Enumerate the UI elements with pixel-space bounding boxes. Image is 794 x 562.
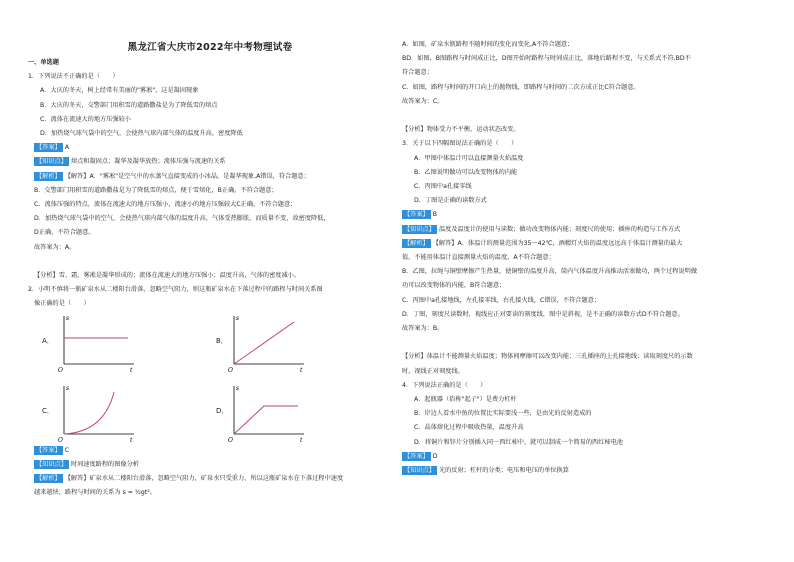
section-heading: 一、单选题 [28,59,59,66]
q1-explanation-5: 故答案为：A。 [34,243,76,251]
q2-stem-0: 2．小明不慎将一瓶矿泉水从二楼阳台滑落，忽略空气阻力，则这瓶矿泉水在下落过程中的路程与时间关系图 [28,286,323,294]
answer-tag: 【答案】 [36,144,61,152]
q1-option-c: C．流体在流速大的地方压强较小 [40,115,131,123]
svg-text:O: O [58,366,63,372]
q3-explanation-1: 值，不能用体温计直接测量火焰的温度，A不符合题意； [402,254,555,262]
graph-label-a: A． [42,336,54,345]
q1-option-d: D．加热烧气球气袋中的空气，会使热气球内部气体的温度升高，密度降低 [40,130,243,138]
q1-explanation-0: 【解析】 【解答】A．"雾凇"是空气中的水蒸气直接变成的小冰晶，是凝华现象,A错误，符合题意； [36,172,310,180]
graph-label-c: C． [42,406,54,415]
q4-option-a: A．起瓶器（俗称"起子"）是费力杠杆 [414,396,517,404]
q2-exp-cont-1: BD．如图，B图路程与时间成正比，D图开始时路程与时间成正比，落地后路程不变，与关系式不符,BD不 [402,55,691,63]
svg-text:O: O [58,436,63,442]
q3-answer: 【答案】 B [404,211,437,219]
q2-stem-1: 像正确的是（ ） [34,300,90,308]
q1-answer: 【答案】 A [36,144,69,152]
q3-explanation-6: 故答案为：B。 [402,325,444,333]
q3-option-b: B．乙图说明做功可以改变物体的内能 [414,168,518,176]
explanation-tag: 【解析】 [36,475,61,483]
q2-exp-cont-0: A．如图，矿泉水瓶路程不随时间的变化而变化,A不符合题意； [402,41,574,48]
svg-text:O: O [228,436,233,442]
q4-option-b: B．岸边人看水中鱼的位置比实际要浅一些，是由光的反射造成的 [414,410,592,418]
q1-stem: 1．下列说法不正确的是（ ） [28,73,119,81]
q2-graph-options [28,312,392,444]
q3-stem: 3．关于以下四幅图说法正确的是（ ） [402,140,518,148]
q4-option-d: D．将铜片和锌片分别插入同一西红柿中，就可以制成一个简易的西红柿电池 [414,438,623,446]
q2-exp-cont-2: 符合题意； [402,69,433,77]
knowledge-tag: 【知识点】 [404,467,435,475]
exam-title: 黑龙江省大庆市2022年中考物理试卷 [127,42,293,53]
graph-label-b: B． [216,336,228,345]
left-column [28,0,392,500]
q3-explanation-4: C．丙图中a孔接地线，左孔接零线，右孔接火线，C错误，不符合题意； [402,296,601,304]
q1-explanation-4: D正确，不符合题意。 [34,229,95,237]
q3-option-c: C．丙图中a孔接零线 [414,183,472,191]
q2-explanation-1: 越来越快，路程与时间的关系为 s = ½gt²。 [34,489,156,497]
q4-answer: 【答案】 D [404,452,438,460]
q3-analysis-1: 时，视线正对刻度线。 [402,367,464,375]
q3-knowledge: 【知识点】 温度及温度计的使用与读数；做功改变物体内能；刻度尺的使用；插座的构造与工作方式 [404,225,681,233]
svg-text:s: s [66,314,70,322]
svg-text:t: t [130,436,133,442]
knowledge-tag: 【知识点】 [404,225,435,233]
svg-text:s: s [66,384,70,392]
q1-analysis: 【分析】雪、霜、雾凇是凝华形成的；流体在流速大的地方压强小；温度升高，气体的密度减小。 [34,272,301,280]
graph-d [228,382,308,442]
q4-option-c: C．晶体熔化过程中吸收热量，温度升高 [414,424,524,432]
answer-tag: 【答案】 [404,452,429,460]
svg-text:t: t [300,366,303,372]
q2-knowledge: 【知识点】 时间速度路程的图像分析 [36,460,139,468]
knowledge-tag: 【知识点】 [36,460,67,468]
q3-option-a: A．甲图中体温计可以直接测量火焰温度 [414,154,524,162]
graph-label-d: D． [216,406,229,415]
q4-stem: 4．下列说法正确的是（ ） [402,381,487,389]
knowledge-tag: 【知识点】 [36,158,67,166]
q1-explanation-2: C．流体压强的特点，流体在流速大的地方压强小，流速小的地方压强较大C正确，不符合题意； [34,201,297,209]
right-column [402,0,774,478]
graph-a [58,312,138,372]
q2-analysis: 【分析】物体受力不平衡，运动状态改变。 [402,126,520,134]
q3-explanation-5: D．丁图，刻度尺读数时，视线应正对要读的刻度线，图中是斜视，是不正确的读数方式D不符合题意。 [402,310,684,318]
q2-explanation-0: 【解析】 【解答】矿泉水从二楼阳台滑落，忽略空气阻力，矿泉水只受重力，所以这瓶矿泉水在下落过程中速度 [36,475,344,483]
q3-analysis-0: 【分析】体温计不能测量火焰温度；物体间摩擦可以改变内能；三孔插座的上孔接地线；读取刻度尺的示数 [402,353,693,361]
q1-explanation-3: D．加热烧气球气袋中的空气，会使热气球内部气体的温度升高，气体受热膨胀，而质量不变，故密度降低， [34,215,330,223]
explanation-tag: 【解析】 [36,172,61,180]
q3-explanation-2: B．乙图，拉绳与铜壁摩擦产生热量，使铜壁的温度升高，筒内气体温度升高推动活塞做功，两个过程说明做 [402,268,698,276]
svg-text:s: s [236,314,240,322]
q3-option-d: D．丁图是正确的读数方式 [414,197,487,205]
q3-explanation-0: 【解析】 【解答】A．体温计的测量范围为35～42℃，酒精灯火焰的温度远远高于体温计测量的最大 [404,239,683,247]
q2-exp-cont-4: 故答案为：C。 [402,97,444,105]
svg-text:O: O [228,366,233,372]
q2-answer: 【答案】 C [36,446,70,454]
q2-exp-cont-3: C．如图，路程与时间的开口向上的抛物线，即路程与时间的二次方成正比C符合题意。 [402,83,640,91]
q4-knowledge: 【知识点】 光的反射；杠杆的分类；电压和电压的单位换算 [404,467,569,475]
graph-b [228,312,308,372]
answer-tag: 【答案】 [404,211,429,219]
q1-knowledge: 【知识点】 熔点和凝固点；凝华及凝华放热；流体压强与流速的关系 [36,158,226,166]
explanation-tag: 【解析】 [404,239,429,247]
q1-option-a: A．大庆的冬天，树上经常有美丽的"雾凇"，这是凝固现象 [40,87,199,95]
graph-c [58,382,138,442]
q3-explanation-3: 功可以改变物体的内能，B符合题意； [402,282,506,290]
q1-explanation-1: B．交警部门用积雪的道路撒盐是为了降低雪的熔点，便于雪熔化，B正确，不符合题意； [34,186,278,194]
q1-option-b: B．大庆的冬天，交警部门用积雪的道路撒盐是为了降低雪的熔点 [40,101,218,109]
svg-text:t: t [130,366,133,372]
answer-tag: 【答案】 [36,446,61,454]
svg-text:s: s [236,384,240,392]
svg-text:t: t [300,436,303,442]
